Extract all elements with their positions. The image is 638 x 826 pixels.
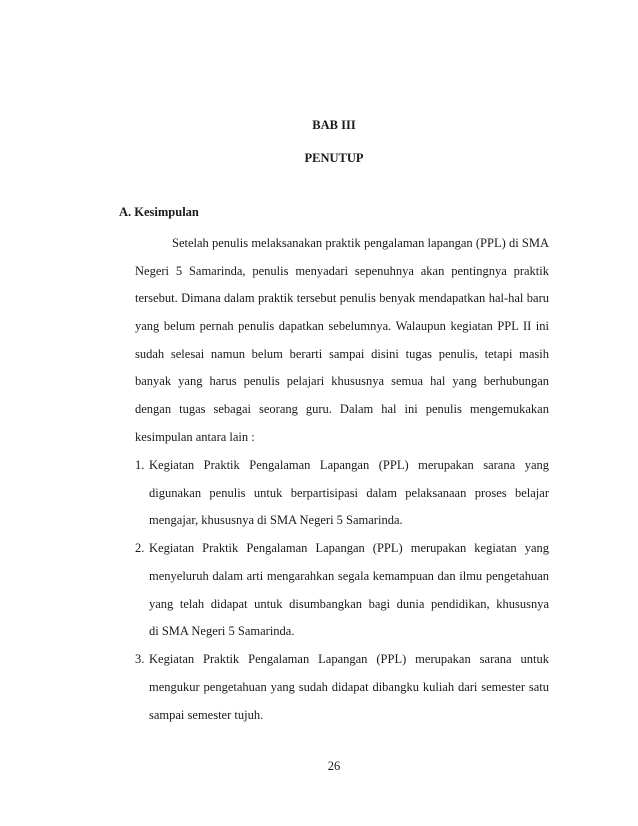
list-item-number: 2. bbox=[135, 541, 145, 555]
paragraph-line: Negeri 5 Samarinda, penulis menyadari sepenuhnya akan pentingnya praktik bbox=[135, 264, 549, 278]
paragraph-line: tersebut. Dimana dalam praktik tersebut penulis benyak mendapatkan hal-hal baru bbox=[135, 291, 549, 305]
list-item-line: Kegiatan Praktik Pengalaman Lapangan (PPL) merupakan sarana untuk bbox=[149, 652, 549, 666]
section-heading: A. Kesimpulan bbox=[119, 205, 199, 219]
paragraph-line: kesimpulan antara lain : bbox=[135, 430, 255, 444]
chapter-title: PENUTUP bbox=[304, 151, 364, 165]
list-item-line: yang telah didapat untuk disumbangkan bagi dunia pendidikan, khususnya bbox=[149, 597, 549, 611]
list-item-line: mengajar, khususnya di SMA Negeri 5 Samarinda. bbox=[149, 513, 403, 527]
list-item-line: Kegiatan Praktik Pengalaman Lapangan (PPL) merupakan kegiatan yang bbox=[149, 541, 549, 555]
list-item-line: Kegiatan Praktik Pengalaman Lapangan (PPL) merupakan sarana yang bbox=[149, 458, 549, 472]
list-item-line: sampai semester tujuh. bbox=[149, 708, 264, 722]
list-item-number: 1. bbox=[135, 458, 145, 472]
paragraph-line: yang belum pernah penulis dapatkan sebelumnya. Walaupun kegiatan PPL II ini bbox=[135, 319, 549, 333]
page-number: 26 bbox=[327, 759, 341, 773]
paragraph-line: dengan tugas sebagai seorang guru. Dalam hal ini penulis mengemukakan bbox=[135, 402, 549, 416]
chapter-label: BAB III bbox=[312, 118, 356, 132]
list-item-number: 3. bbox=[135, 652, 145, 666]
list-item-line: menyeluruh dalam arti mengarahkan segala kemampuan dan ilmu pengetahuan bbox=[149, 569, 549, 583]
list-item-line: digunakan penulis untuk berpartisipasi dalam pelaksanaan proses belajar bbox=[149, 486, 549, 500]
paragraph-line: sudah selesai namun belum berarti sampai disini tugas penulis, tetapi masih bbox=[135, 347, 549, 361]
list-item-line: di SMA Negeri 5 Samarinda. bbox=[149, 624, 295, 638]
paragraph-line: banyak yang harus penulis pelajari khususnya semua hal yang berhubungan bbox=[135, 374, 549, 388]
paragraph-line: Setelah penulis melaksanakan praktik pengalaman lapangan (PPL) di SMA bbox=[172, 236, 549, 250]
list-item-line: mengukur pengetahuan yang sudah didapat dibangku kuliah dari semester satu bbox=[149, 680, 549, 694]
